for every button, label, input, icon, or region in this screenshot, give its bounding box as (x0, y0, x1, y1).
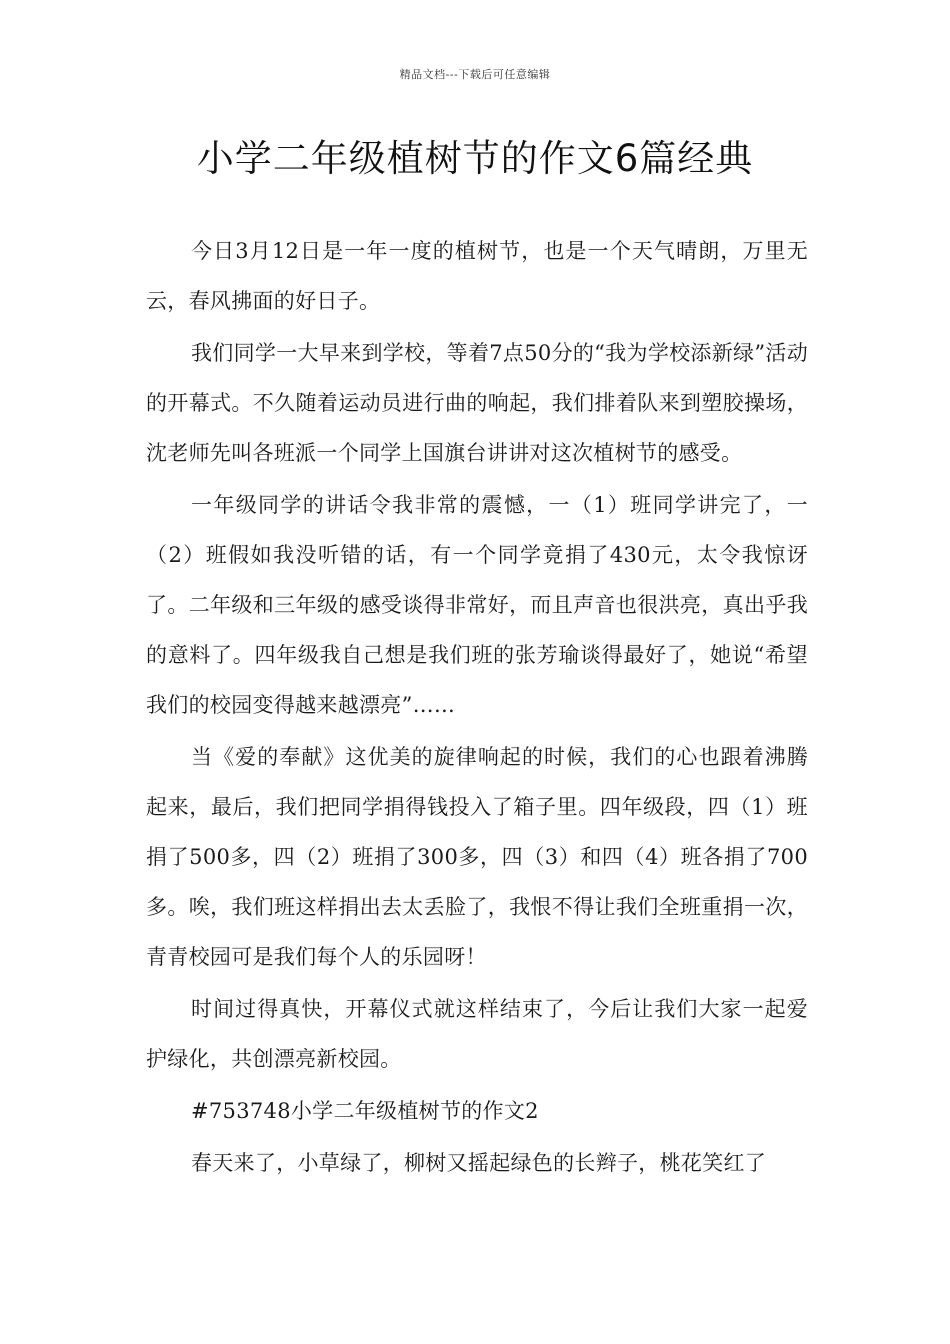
paragraph-4: 当《爱的奉献》这优美的旋律响起的时候，我们的心也跟着沸腾起来，最后，我们把同学捐得钱投入了箱子里。四年级段，四（1）班捐了500多，四（2）班捐了300多，四（3）和四（4）班各捐了700多。唉，我们班这样捐出去太丢脸了，我恨不得让我们全班重捐一次，青青校园可是我们每个人的乐园呀！ (146, 745, 808, 969)
document-body (146, 226, 808, 1190)
paragraph-1: 今日3月12日是一年一度的植树节，也是一个天气晴朗，万里无云，春风拂面的好日子。 (146, 239, 808, 313)
paragraph-6: 春天来了，小草绿了，柳树又摇起绿色的长辫子，桃花笑红了 (191, 1151, 767, 1175)
paragraph-2: 我们同学一大早来到学校，等着7点50分的“我为学校添新绿”活动的开幕式。不久随着运动员进行曲的响起，我们排着队来到塑胶操场，沈老师先叫各班派一个同学上国旗台讲讲对这次植树节的感受。 (146, 341, 808, 465)
section-heading-2: #753748小学二年级植树节的作文2 (191, 1099, 539, 1123)
paragraph-5: 时间过得真快，开幕仪式就这样结束了，今后让我们大家一起爱护绿化，共创漂亮新校园。 (146, 997, 808, 1071)
page-header: 精品文档---下载后可任意编辑 (399, 68, 551, 81)
paragraph-3: 一年级同学的讲话令我非常的震憾，一（1）班同学讲完了，一（2）班假如我没听错的话，有一个同学竟捐了430元，太令我惊讶了。二年级和三年级的感受谈得非常好，而且声音也很洪亮，真出乎我的意料了。四年级我自己想是我们班的张芳瑜谈得最好了，她说“希望我们的校园变得越来越漂亮”…… (146, 493, 808, 717)
document-title: 小学二年级植树节的作文6篇经典 (196, 137, 754, 180)
